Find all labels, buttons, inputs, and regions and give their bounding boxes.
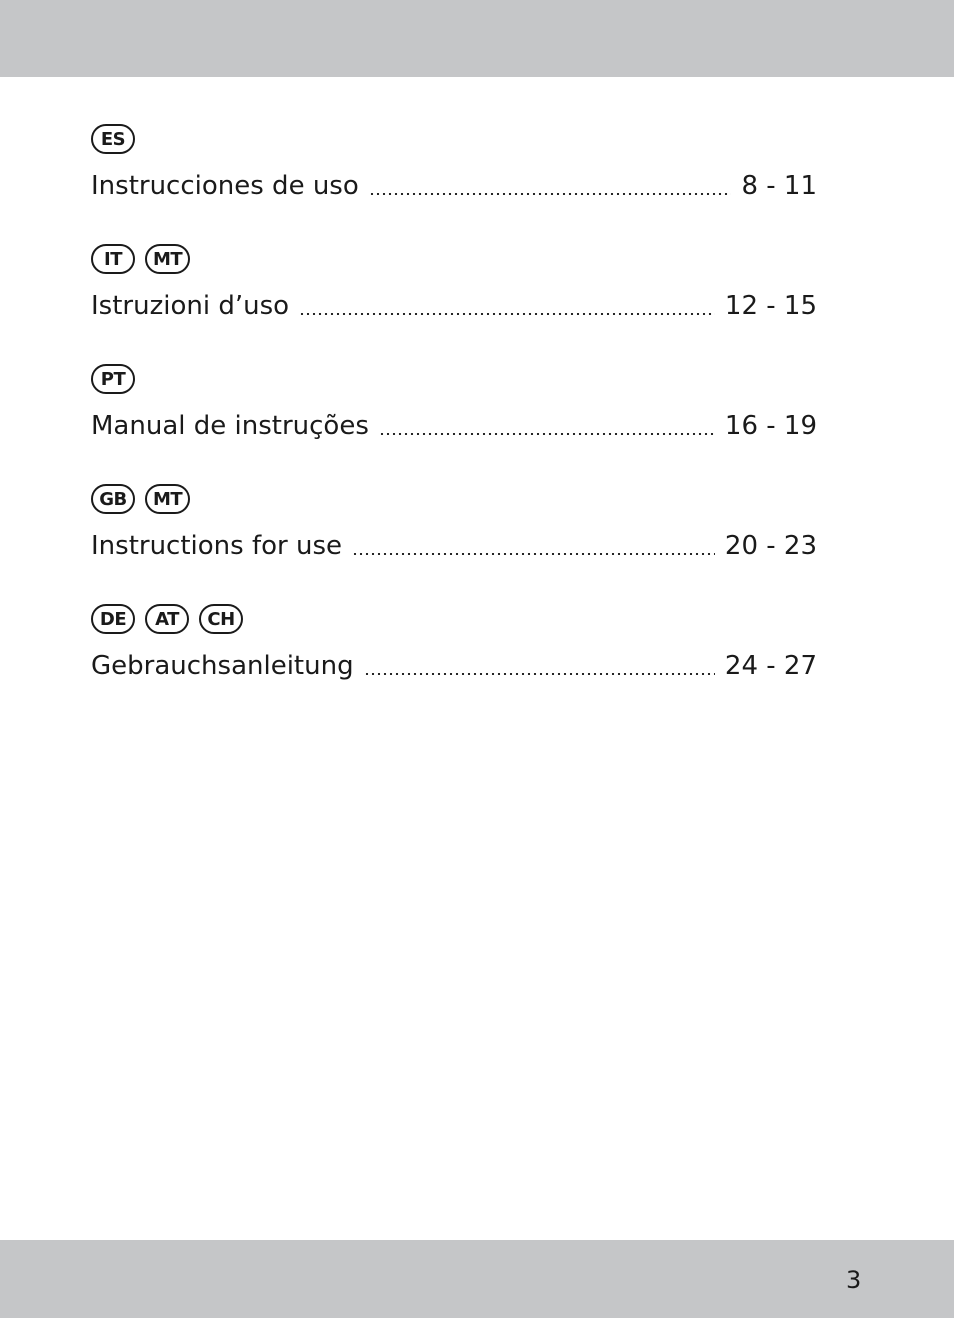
toc-page-range: 20 - 23 — [724, 531, 817, 561]
language-badges — [91, 124, 135, 156]
language-badge-es: ES — [91, 124, 135, 154]
toc-line — [91, 168, 817, 204]
toc-page-range: 24 - 27 — [724, 651, 817, 681]
language-badge-mt: MT — [145, 244, 190, 274]
toc-page-range: 12 - 15 — [724, 291, 817, 321]
page-number: 3 — [846, 1266, 862, 1294]
language-badges — [91, 604, 243, 636]
toc-entry-it[interactable] — [91, 244, 817, 344]
language-badge-gb: GB — [91, 484, 135, 514]
toc-line — [91, 408, 817, 444]
language-badges — [91, 244, 190, 276]
dot-leader — [352, 553, 715, 555]
language-badges — [91, 484, 190, 516]
language-badge-it: IT — [91, 244, 135, 274]
language-badge-pt: PT — [91, 364, 135, 394]
toc-title: Instructions for use — [91, 531, 342, 561]
footer-band — [0, 1240, 954, 1318]
dot-leader — [299, 313, 715, 315]
toc-line — [91, 288, 817, 324]
toc-line — [91, 648, 817, 684]
toc-entry-de[interactable] — [91, 604, 817, 704]
dot-leader — [369, 193, 732, 195]
toc-title: Instrucciones de uso — [91, 171, 359, 201]
language-badge-de: DE — [91, 604, 135, 634]
dot-leader — [379, 433, 715, 435]
toc-title: Manual de instruções — [91, 411, 369, 441]
toc-page-range: 8 - 11 — [741, 171, 817, 201]
language-badges — [91, 364, 135, 396]
language-badge-at: AT — [145, 604, 189, 634]
toc-title: Gebrauchsanleitung — [91, 651, 354, 681]
toc-entry-es[interactable] — [91, 124, 817, 224]
toc-title: Istruzioni d’uso — [91, 291, 290, 321]
language-badge-mt: MT — [145, 484, 190, 514]
toc-page-range: 16 - 19 — [724, 411, 817, 441]
toc-line — [91, 528, 817, 564]
dot-leader — [364, 673, 715, 675]
header-band — [0, 0, 954, 77]
toc-entry-gb[interactable] — [91, 484, 817, 584]
language-badge-ch: CH — [199, 604, 243, 634]
toc-entry-pt[interactable] — [91, 364, 817, 464]
